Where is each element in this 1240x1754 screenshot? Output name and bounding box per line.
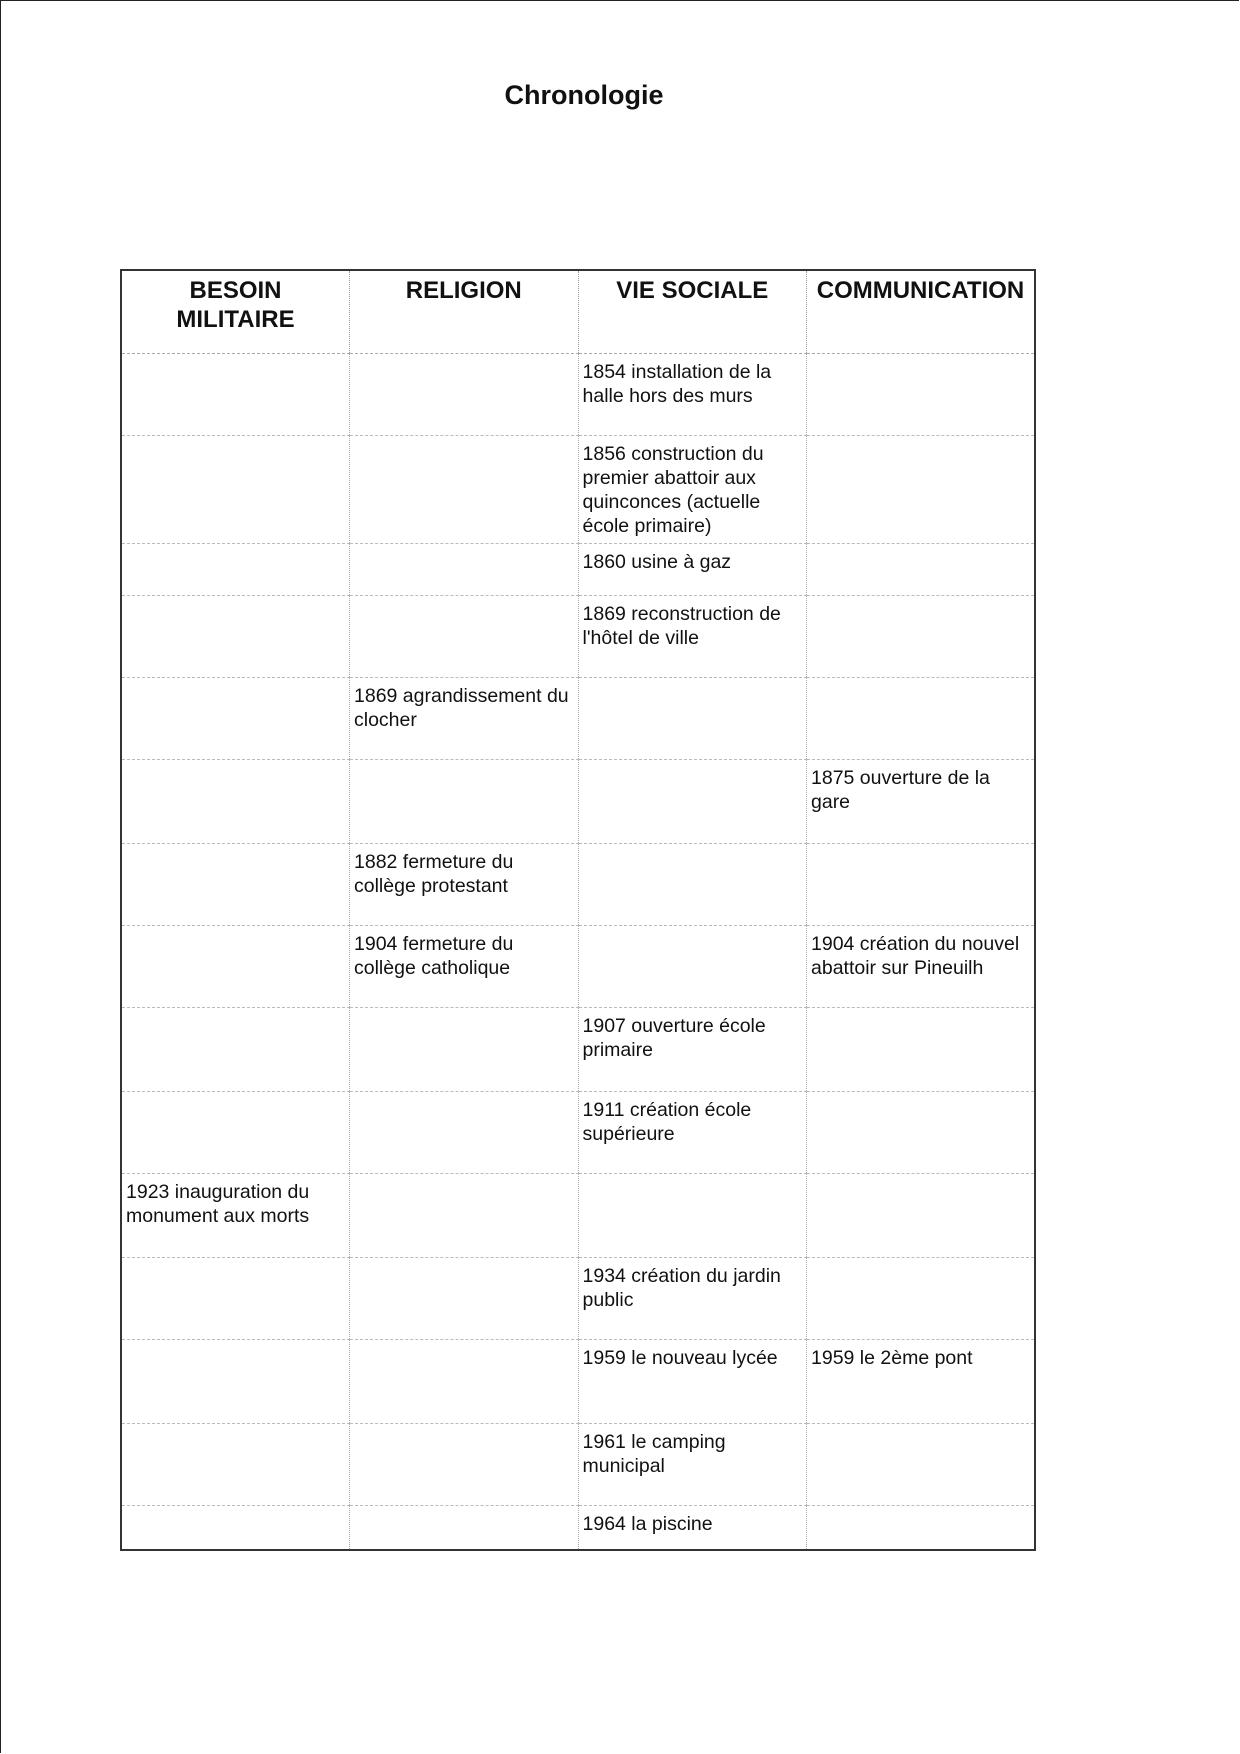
cell-communication (807, 1424, 1036, 1506)
cell-communication (807, 1092, 1036, 1174)
table-row (121, 678, 1035, 760)
cell-besoin-militaire (121, 1506, 350, 1550)
header-communication: COMMUNICATION (807, 270, 1036, 354)
header-vie-sociale: VIE SOCIALE (578, 270, 807, 354)
cell-communication (807, 1174, 1036, 1258)
table-row (121, 1424, 1035, 1506)
cell-religion (350, 596, 579, 678)
table-row (121, 354, 1035, 436)
cell-vie-sociale (578, 678, 807, 760)
cell-vie-sociale (578, 760, 807, 844)
cell-communication (807, 436, 1036, 544)
table-row (121, 544, 1035, 596)
cell-besoin-militaire (121, 436, 350, 544)
cell-besoin-militaire (121, 760, 350, 844)
cell-besoin-militaire (121, 926, 350, 1008)
cell-vie-sociale (578, 844, 807, 926)
cell-besoin-militaire (121, 596, 350, 678)
cell-religion (350, 1092, 579, 1174)
table-row (121, 1506, 1035, 1550)
table-row (121, 844, 1035, 926)
cell-besoin-militaire (121, 1092, 350, 1174)
cell-vie-sociale: 1907 ouverture école primaire (578, 1008, 807, 1092)
table-row (121, 1174, 1035, 1258)
chronology-table (120, 269, 1036, 1551)
cell-communication: 1875 ouverture de la gare (807, 760, 1036, 844)
cell-communication (807, 678, 1036, 760)
cell-communication (807, 354, 1036, 436)
cell-religion: 1904 fermeture du collège catholique (350, 926, 579, 1008)
cell-communication: 1959 le 2ème pont (807, 1340, 1036, 1424)
cell-religion (350, 1506, 579, 1550)
table-row (121, 760, 1035, 844)
header-besoin-militaire: BESOIN MILITAIRE (121, 270, 350, 354)
cell-besoin-militaire: 1923 inauguration du monument aux morts (121, 1174, 350, 1258)
cell-communication (807, 544, 1036, 596)
cell-besoin-militaire (121, 678, 350, 760)
table-row (121, 1092, 1035, 1174)
cell-religion (350, 1174, 579, 1258)
cell-religion (350, 436, 579, 544)
cell-vie-sociale: 1911 création école supérieure (578, 1092, 807, 1174)
cell-religion (350, 1340, 579, 1424)
cell-besoin-militaire (121, 1258, 350, 1340)
cell-besoin-militaire (121, 354, 350, 436)
table-row (121, 596, 1035, 678)
cell-besoin-militaire (121, 1424, 350, 1506)
cell-besoin-militaire (121, 844, 350, 926)
page-title: Chronologie (504, 80, 664, 110)
cell-vie-sociale: 1964 la piscine (578, 1506, 807, 1550)
cell-communication (807, 844, 1036, 926)
table-row (121, 1340, 1035, 1424)
cell-vie-sociale: 1869 reconstruction de l'hôtel de ville (578, 596, 807, 678)
cell-religion (350, 354, 579, 436)
cell-communication: 1904 création du nouvel abattoir sur Pineuilh (807, 926, 1036, 1008)
cell-religion (350, 760, 579, 844)
cell-religion (350, 1424, 579, 1506)
cell-communication (807, 596, 1036, 678)
cell-vie-sociale: 1856 construction du premier abattoir aux quinconces (actuelle école primaire) (578, 436, 807, 544)
cell-vie-sociale: 1860 usine à gaz (578, 544, 807, 596)
cell-vie-sociale: 1961 le camping municipal (578, 1424, 807, 1506)
cell-besoin-militaire (121, 1008, 350, 1092)
cell-communication (807, 1008, 1036, 1092)
cell-besoin-militaire (121, 544, 350, 596)
cell-religion: 1882 fermeture du collège protestant (350, 844, 579, 926)
cell-religion (350, 1008, 579, 1092)
cell-besoin-militaire (121, 1340, 350, 1424)
table-row (121, 1008, 1035, 1092)
header-religion: RELIGION (350, 270, 579, 354)
table-row (121, 436, 1035, 544)
cell-vie-sociale: 1854 installation de la halle hors des murs (578, 354, 807, 436)
cell-religion (350, 1258, 579, 1340)
header-row (121, 270, 1035, 354)
cell-religion (350, 544, 579, 596)
cell-communication (807, 1506, 1036, 1550)
cell-communication (807, 1258, 1036, 1340)
cell-vie-sociale (578, 1174, 807, 1258)
cell-vie-sociale: 1934 création du jardin public (578, 1258, 807, 1340)
table-row (121, 1258, 1035, 1340)
cell-vie-sociale (578, 926, 807, 1008)
cell-vie-sociale: 1959 le nouveau lycée (578, 1340, 807, 1424)
table-row (121, 926, 1035, 1008)
cell-religion: 1869 agrandissement du clocher (350, 678, 579, 760)
